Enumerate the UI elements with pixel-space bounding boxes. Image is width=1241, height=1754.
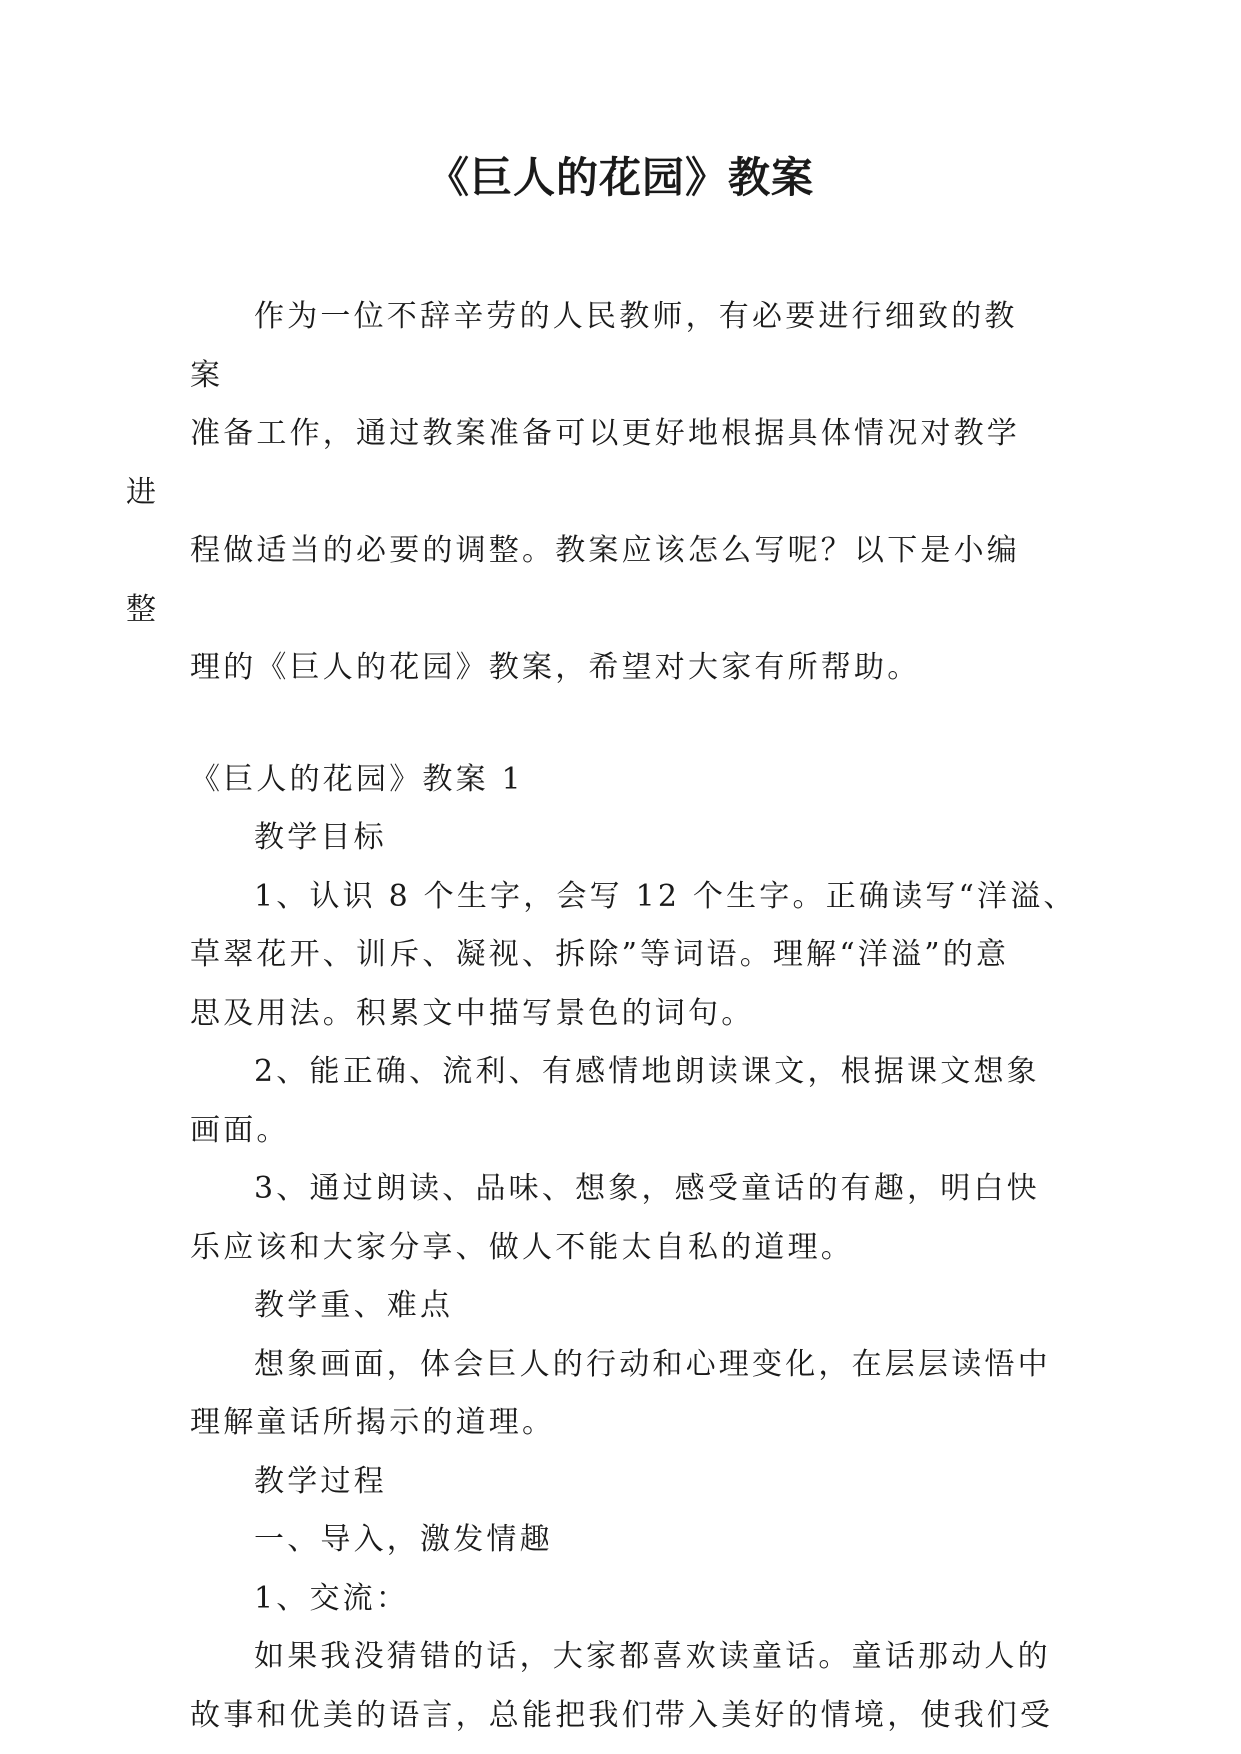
body-paragraph — [190, 1160, 1050, 1277]
body-paragraph — [190, 1453, 1050, 1512]
body-paragraph — [190, 1277, 1050, 1336]
body-paragraph — [190, 1043, 1050, 1160]
body-line: 一、导入，激发情趣 — [254, 1522, 553, 1557]
body-line: 故事和优美的语言，总能把我们带入美好的情境，使我们受 — [190, 1697, 1054, 1733]
body-line: 理解童话所揭示的道理。 — [190, 1405, 556, 1440]
body-line: 如果我没猜错的话，大家都喜欢读童话。童话那动人的 — [254, 1639, 1051, 1674]
body-line: 教学目标 — [254, 820, 387, 855]
body-line: 乐应该和大家分享、做人不能太自私的道理。 — [190, 1229, 854, 1265]
body-line: 教学重、难点 — [254, 1288, 454, 1323]
body-paragraph — [190, 1628, 1054, 1745]
document-title: 《巨人的花园》教案 — [426, 153, 814, 202]
document-body — [126, 288, 1077, 1745]
body-line: 2、能正确、流利、有感情地朗读课文，根据课文想象 — [254, 1054, 1040, 1089]
intro-line: 程做适当的必要的调整。教案应该怎么写呢？以下是小编整 — [126, 533, 1020, 627]
body-line: 3、通过朗读、品味、想象，感受童话的有趣，明白快 — [254, 1171, 1040, 1206]
body-line: 思及用法。积累文中描写景色的词句。 — [190, 995, 755, 1031]
intro-line: 理的《巨人的花园》教案，希望对大家有所帮助。 — [190, 650, 921, 685]
body-line: 1、认识 8 个生字，会写 12 个生字。正确读写“洋溢、 — [254, 878, 1077, 914]
body-line: 草翠花开、训斥、凝视、拆除”等词语。理解“洋溢”的意 — [190, 937, 1010, 972]
paragraph-list — [190, 809, 1077, 1745]
body-line: 教学过程 — [254, 1463, 387, 1499]
body-line: 画面。 — [190, 1112, 290, 1148]
body-paragraph — [190, 1570, 1050, 1629]
body-line: 1、交流： — [254, 1580, 410, 1616]
body-line: 想象画面，体会巨人的行动和心理变化，在层层读悟中 — [254, 1346, 1051, 1382]
intro-line: 作为一位不辞辛劳的人民教师，有必要进行细致的教案 — [190, 299, 1018, 393]
intro-line: 准备工作，通过教案准备可以更好地根据具体情况对教学进 — [126, 416, 1020, 510]
body-paragraph — [190, 1511, 1050, 1570]
section-heading: 《巨人的花园》教案 1 — [190, 761, 524, 797]
body-paragraph — [190, 1336, 1050, 1453]
body-paragraph — [190, 809, 1050, 868]
body-paragraph — [190, 868, 1077, 1044]
intro-paragraph — [126, 288, 1050, 698]
